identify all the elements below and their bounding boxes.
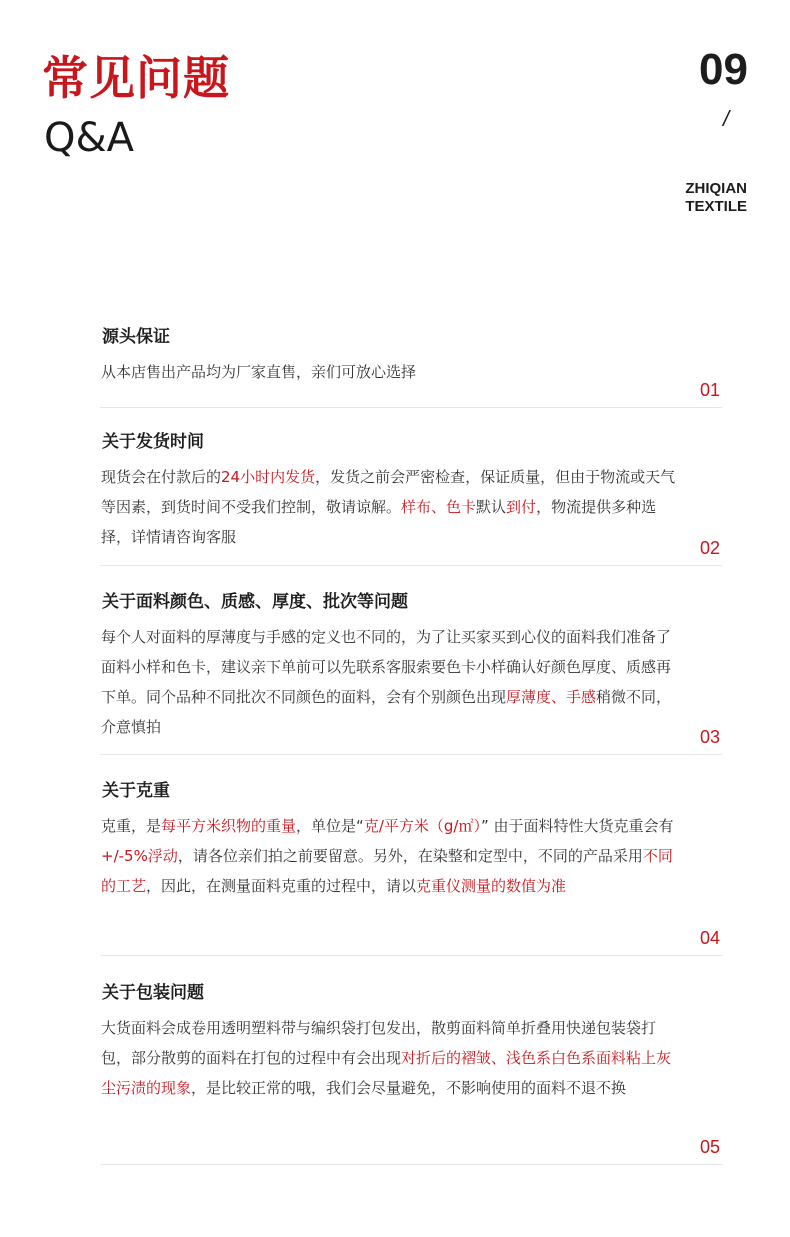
qa-number: 01 — [699, 380, 720, 400]
answer-text: ，因此，在测量面料克重的过程中，请以 — [146, 877, 417, 895]
answer-highlight: +/-5%浮动 — [101, 847, 178, 865]
answer-text: 克重，是 — [101, 817, 162, 835]
brand-line-1: ZHIQIAN — [685, 180, 747, 197]
answer-text: 大货面料会成卷用透明塑料带与编织袋打包发出，散剪面料简单折叠用快递包装袋打包，部分散剪的面料在打包的过程中有会出现 — [101, 1019, 657, 1067]
qa-question: 关于面料颜色、质感、厚度、批次等问题 — [102, 592, 408, 612]
qa-answer — [101, 357, 677, 387]
qa-question: 关于发货时间 — [102, 432, 204, 452]
qa-number: 03 — [699, 727, 720, 747]
qa-number: 04 — [699, 928, 720, 948]
qa-item — [100, 320, 722, 408]
answer-text: ” 由于面料特性大货克重会有 — [480, 817, 674, 835]
qa-answer — [101, 622, 677, 742]
answer-text: ，发货之前会严密检查，保证质量，但由于物流或天气等因素，到货时间不受我们控制，敬请谅解。 — [101, 468, 676, 516]
qa-item — [100, 755, 722, 956]
qa-answer — [101, 462, 677, 552]
answer-highlight: 对折后的褶皱、浅色系白色系面料粘上灰尘污渍的现象 — [101, 1049, 672, 1097]
brand-name — [685, 180, 747, 216]
qa-item — [100, 408, 722, 566]
qa-list — [100, 320, 722, 1165]
slash-divider: / — [723, 106, 730, 131]
qa-item — [100, 566, 722, 755]
answer-text: ，请各位亲们拍之前要留意。另外，在染整和定型中，不同的产品采用 — [177, 847, 643, 865]
answer-text: 每个人对面料的厚薄度与手感的定义也不同的，为了让买家买到心仪的面料我们准备了面料小样和色卡，建议亲下单前可以先联系客服索要色卡小样确认好颜色厚度、质感再下单。同个品种不同批次不同颜色的面料，会有个别颜色出现 — [101, 628, 672, 706]
brand-line-2: TEXTILE — [685, 198, 747, 215]
answer-text: ，是比较正常的哦，我们会尽量避免，不影响使用的面料不退不换 — [191, 1079, 627, 1097]
page-number: 09 — [699, 45, 748, 94]
qa-item — [100, 956, 722, 1165]
qa-number: 05 — [699, 1137, 720, 1157]
qa-number: 02 — [699, 538, 720, 558]
answer-text: 从本店售出产品均为厂家直售，亲们可放心选择 — [101, 363, 417, 381]
answer-highlight: 每平方米织物的重量 — [161, 817, 297, 835]
qa-answer — [101, 811, 677, 901]
page-subtitle: Q&A — [44, 115, 135, 161]
answer-text: ，单位是“ — [296, 817, 364, 835]
answer-highlight: 厚薄度、手感 — [506, 688, 597, 706]
answer-text: 默认 — [476, 498, 507, 516]
answer-highlight: 不同的工艺 — [101, 847, 673, 895]
answer-text: 现货会在付款后的 — [101, 468, 222, 486]
answer-highlight: 24小时内发货 — [221, 468, 316, 486]
qa-answer — [101, 1013, 677, 1103]
qa-question: 源头保证 — [102, 327, 170, 347]
answer-highlight: 到付 — [506, 498, 537, 516]
answer-highlight: 样布、色卡 — [401, 498, 477, 516]
answer-highlight: 克重仪测量的数值为准 — [416, 877, 567, 895]
answer-highlight: 克/平方米（g/㎡） — [363, 817, 481, 835]
answer-text: ，物流提供多种选择，详情请咨询客服 — [101, 498, 657, 546]
answer-text: 稍微不同，介意慎拍 — [101, 688, 672, 736]
page-title: 常见问题 — [42, 51, 230, 105]
qa-question: 关于包装问题 — [102, 983, 204, 1003]
qa-question: 关于克重 — [102, 781, 170, 801]
